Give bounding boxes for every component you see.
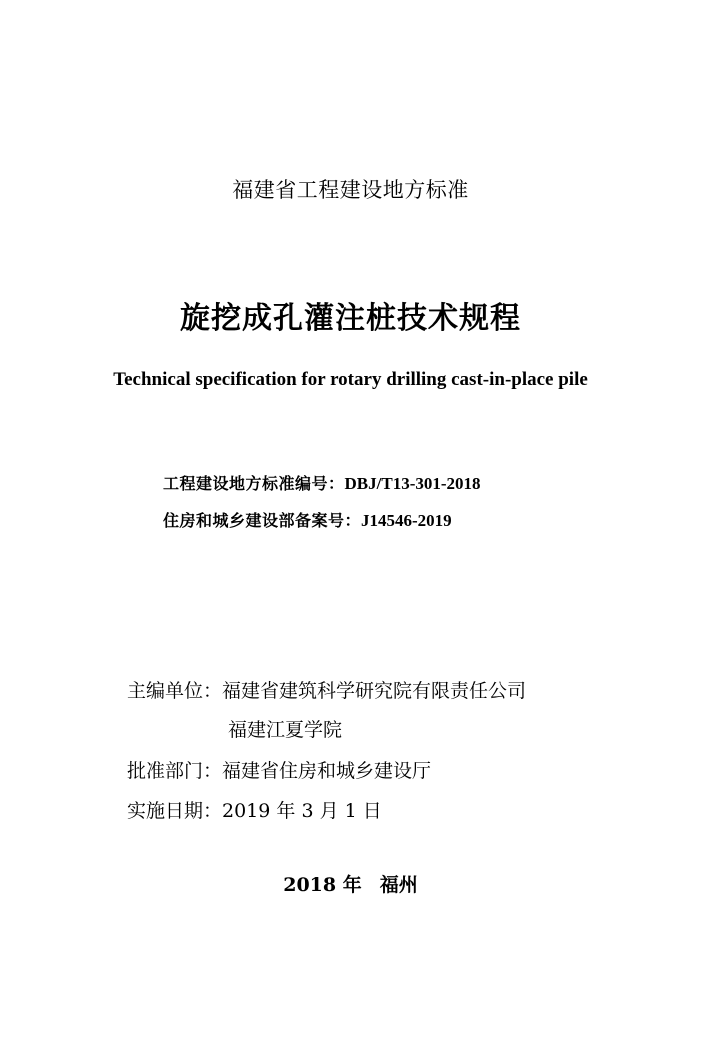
publication-year: 2018 年 (283, 874, 362, 896)
approver-label: 批准部门： (127, 760, 223, 782)
filing-number-value: J14546-2019 (361, 511, 452, 530)
publication-footer (0, 870, 701, 897)
standard-number-row (163, 471, 481, 494)
effective-date-value: 2019 年 3 月 1 日 (222, 800, 382, 822)
editor-label: 主编单位： (127, 680, 223, 702)
effective-date-row (127, 796, 382, 823)
document-title-en: Technical specification for rotary drilling cast-in-place pile (113, 369, 588, 390)
editor-row (127, 676, 526, 703)
filing-number-label: 住房和城乡建设部备案号： (163, 511, 362, 530)
standard-number-label: 工程建设地方标准编号： (163, 474, 345, 493)
editor-value-primary: 福建省建筑科学研究院有限责任公司 (222, 680, 527, 702)
editor-row-secondary (228, 715, 342, 742)
editor-value-secondary: 福建江夏学院 (228, 719, 343, 741)
filing-number-row (163, 508, 452, 531)
standard-number-value: DBJ/T13-301-2018 (344, 474, 481, 493)
document-title-zh: 旋挖成孔灌注桩技术规程 (180, 301, 521, 336)
effective-date-label: 实施日期： (127, 800, 223, 822)
standard-category: 福建省工程建设地方标准 (232, 178, 469, 202)
approver-value: 福建省住房和城乡建设厅 (222, 760, 432, 782)
approver-row (127, 756, 431, 783)
publication-city: 福州 (379, 874, 418, 896)
